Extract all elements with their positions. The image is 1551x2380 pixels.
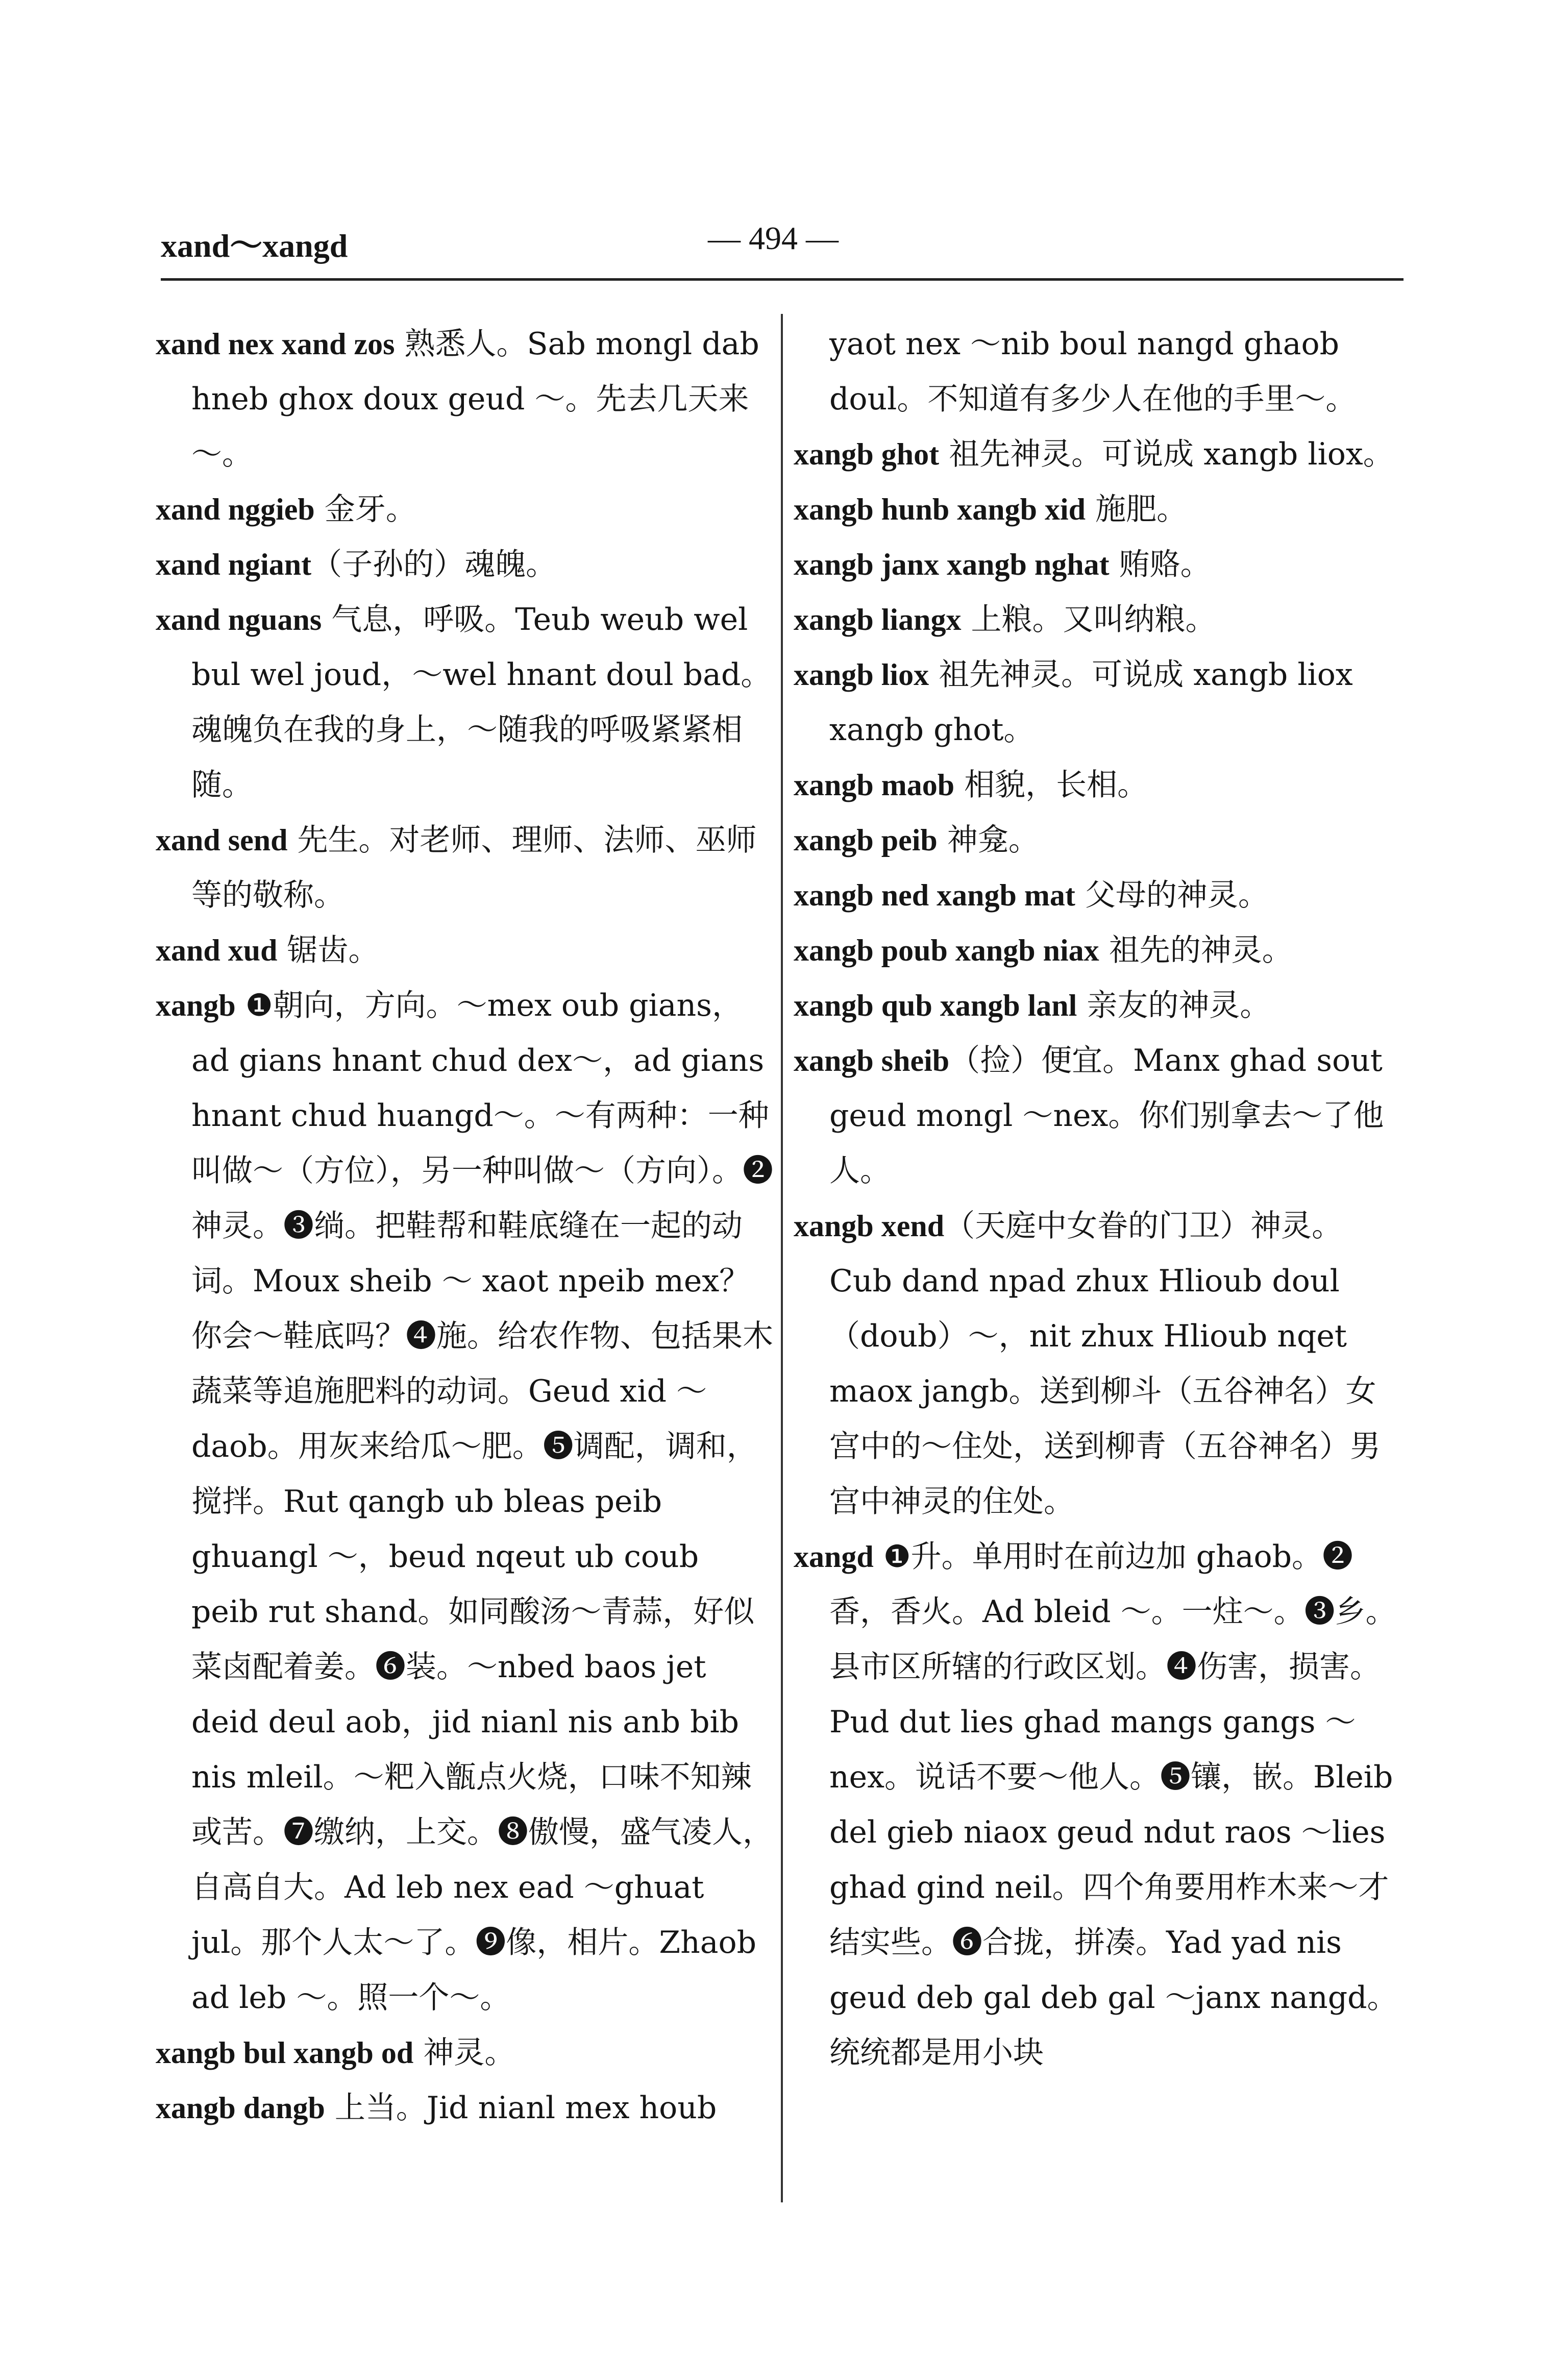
column-divider [781, 314, 783, 2202]
definition: （子孙的）魂魄。 [311, 547, 557, 582]
dictionary-entry [156, 2080, 773, 2136]
dictionary-entry [156, 316, 773, 482]
headword: xangb liox [794, 658, 929, 692]
definition: 祖先神灵。可说成 xangb liox。 [939, 436, 1394, 472]
definition: ❶升。单用时在前边加 ghaob。❷香，香火。Ad bleid ～。一炷～。❸乡。县市区所辖的行政区划。❹伤害，损害。Pud dut lies ghad mangs gangs ～nex。说话不要～他人。❺镶，嵌。Bleib del gieb niaox geud ndut raos ～lies ghad gind neil。四个角要用柞木来～才结实些。❻合拢，拼凑。Yad yad nis geud deb gal deb gal ～janx nangd。统统都是用小块 [829, 1539, 1398, 2071]
definition: ❶朝向，方向。～mex oub gians，ad gians hnant chud dex～，ad gians hnant chud huangd～。～有两种：一种叫做～（方位），另一种叫做～（方向）。❷神灵。❸绱。把鞋帮和鞋底缝在一起的动词。Moux sheib ～ xaot npeib mex？你会～鞋底吗？❹施。给农作物、包括果木蔬菜等追施肥料的动词。Geud xid ～daob。用灰来给瓜～肥。❺调配，调和，搅拌。Rut qangb ub bleas peib ghuangl ～，beud nqeut ub coub peib rut shand。如同酸汤～青蒜，好似菜卤配着姜。❻装。～nbed baos jet deid deul aob，jid nianl nis anb bib nis mleil。～粑入甑点火烧，口味不知辣或苦。❼缴纳，上交。❽傲慢，盛气凌人，自高自大。Ad leb nex ead ～ghuat jul。那个人太～了。❾像，相片。Zhaob ad leb ～。照一个～。 [191, 988, 773, 2016]
dictionary-entry [794, 757, 1404, 813]
headword: xangb sheib [794, 1044, 950, 1077]
header-rule [161, 278, 1404, 281]
headword: xangb janx xangb nghat [794, 548, 1110, 581]
dictionary-entry [156, 978, 773, 2025]
headword: xangb maob [794, 768, 955, 802]
definition: 先生。对老师、理师、法师、巫师等的敬称。 [191, 822, 757, 913]
definition: 相貌，长相。 [954, 767, 1148, 803]
dictionary-entry [156, 813, 773, 923]
headword: xangb dangb [156, 2091, 325, 2125]
definition: 贿赂。 [1109, 547, 1211, 582]
headword: xangb peib [794, 823, 938, 857]
left-column [156, 316, 773, 2205]
dictionary-entry [794, 978, 1404, 1033]
headword: xand ngiant [156, 548, 312, 581]
right-column [794, 316, 1404, 2205]
dictionary-entry [794, 482, 1404, 537]
dictionary-entry [794, 537, 1404, 592]
definition: 锯齿。 [277, 933, 379, 968]
definition: 神灵。 [413, 2035, 515, 2071]
headword: xangb poub xangb niax [794, 934, 1099, 967]
header-range: xand～xangd [161, 228, 348, 264]
definition: 上当。Jid nianl mex houb [325, 2090, 717, 2126]
definition: 施肥。 [1086, 492, 1188, 527]
definition: 祖先神灵。可说成 xangb liox xangb ghot。 [829, 657, 1353, 748]
dictionary-entry [156, 482, 773, 537]
headword: xangd [794, 1540, 874, 1574]
dictionary-entry [156, 592, 773, 813]
headword: xand nex xand zos [156, 327, 395, 361]
page-header [161, 214, 1404, 265]
definition: 金牙。 [314, 492, 416, 527]
definition: 亲友的神灵。 [1077, 988, 1271, 1023]
definition: 神龛。 [937, 822, 1039, 858]
dictionary-entry [794, 647, 1404, 757]
dictionary-entry [794, 923, 1404, 978]
dictionary-entry [794, 868, 1404, 923]
dictionary-entry [794, 1529, 1404, 2080]
definition: 熟悉人。Sab mongl dab hneb ghox doux geud ～。先去几天来～。 [191, 326, 759, 472]
definition: yaot nex ～nib boul nangd ghaob doul。不知道有多少人在他的手里～。 [829, 326, 1357, 417]
headword: xangb qub xangb lanl [794, 989, 1077, 1022]
dictionary-entry [794, 592, 1404, 647]
headword: xand xud [156, 934, 278, 967]
headword: xangb liangx [794, 603, 962, 636]
dictionary-entry [794, 813, 1404, 868]
definition: （捡）便宜。Manx ghad sout geud mongl ～nex。你们别拿去～了他人。 [829, 1043, 1384, 1189]
dictionary-entry-continuation [794, 316, 1404, 427]
headword: xangb [156, 989, 236, 1022]
dictionary-entry [794, 427, 1404, 482]
definition: 气息，呼吸。Teub weub wel bul wel joud，～wel hnant doul bad。魂魄负在我的身上，～随我的呼吸紧紧相随。 [191, 602, 772, 803]
definition: 祖先的神灵。 [1099, 933, 1293, 968]
headword: xand send [156, 823, 288, 857]
dictionary-entry [156, 923, 773, 978]
dictionary-entry [156, 537, 773, 592]
headword: xangb hunb xangb xid [794, 493, 1086, 526]
headword: xand nggieb [156, 493, 315, 526]
headword: xangb ghot [794, 437, 940, 471]
definition: 上粮。又叫纳粮。 [961, 602, 1216, 637]
headword: xangb ned xangb mat [794, 878, 1075, 912]
headword: xangb bul xangb od [156, 2036, 414, 2070]
dictionary-entry [794, 1198, 1404, 1529]
headword: xangb xend [794, 1209, 945, 1243]
page-number: — 494 — [708, 220, 839, 256]
dictionary-entry [156, 2025, 773, 2080]
headword: xand nguans [156, 603, 322, 636]
definition: 父母的神灵。 [1075, 877, 1269, 913]
definition: （天庭中女眷的门卫）神灵。Cub dand npad zhux Hlioub doul（doub）～，nit zhux Hlioub nqet maox jangb。送到柳斗（五谷神名）女宫中的～住处，送到柳青（五谷神名）男宫中神灵的住处。 [829, 1208, 1381, 1519]
dictionary-entry [794, 1033, 1404, 1198]
